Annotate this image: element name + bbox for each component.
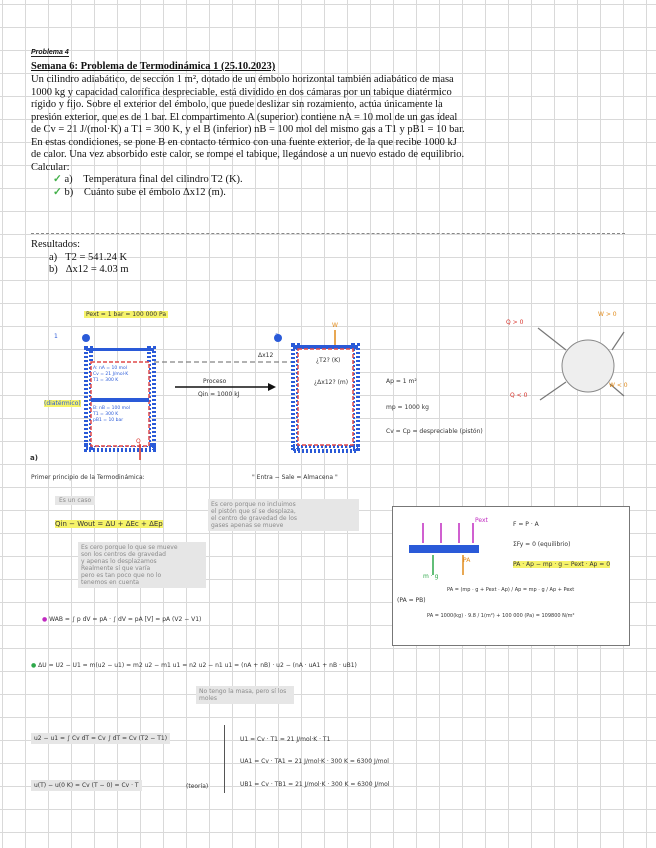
question-text: Cuánto sube el émbolo Δx12 (m). [83,186,226,198]
problem-tag: Problema 4 [31,49,69,56]
pext-symbol: Pext [475,517,488,524]
result-item: a) T2 = 541.24 K [49,251,128,263]
question-letter: b) [64,186,74,198]
calc-label: Calcular: [31,161,70,173]
mg-symbol: m · g [423,573,439,580]
statement-line: de Cv = 21 J/(mol·K) a T1 = 300 K, y el B (inferior) nB = 100 mol del mismo gas a T1 y pB1 = 10 bar. [31,124,465,135]
zero-note-2: Es cero porque lo que se mueve son los centros de gravedad y apenas lo desplazamos Realmente sí que varía pero es tan poco que no lo tenemos en cuenta [78,542,206,588]
question-item [31,174,631,187]
u-absolute: u(T) − u(0 K) = Cv (T − 0) = Cv · T [31,780,142,791]
q-in-label: Qin = 1000 kJ [198,391,240,398]
first-law-quote: " Entra − Sale = Almacena " [252,474,338,481]
statement-line: de calor. Una vez absorbido este calor, se rompe el tabique, llegándose a un nuevo estado de equilibrio. [31,149,465,160]
state-2-label: 2 [275,333,279,340]
gas-a-data: A: nA = 10 mol Cv = 21 J/mol·K T1 = 300 K [93,366,129,383]
part-a-label: a) [30,454,38,462]
ua1-line: UA1 = Cv · TA1 = 21 J/mol·K · 300 K = 6300 J/mol [240,758,389,765]
question-text: Temperatura final del cilindro T2 (K). [83,174,243,185]
q-neg-label: Q < 0 [510,392,528,399]
results-block [31,239,129,277]
pa-side-note: (PA = PB) [397,597,426,604]
question-letter: a) [64,174,73,185]
dx-question: ¿Δx12? (m) [314,379,349,386]
pa-equation: PA = (mp · g + Pext · Ap) / Ap = mp · g / Ap + Pext [447,587,575,593]
pa-symbol: PA [463,557,471,564]
wall-label: (diatérmico) [44,400,81,407]
result-item: b) Δx12 = 4.03 m [49,264,129,275]
dx-label: Δx12 [258,352,274,359]
force-equation: PA · Ap − mp · g − Pext · Ap = 0 [513,561,611,568]
u1-line: U1 = Cv · T1 = 21 J/mol·K · T1 [240,736,331,743]
closed-system-note: Es un caso [55,496,95,505]
statement-line: Un cilindro adiabático, de sección 1 m², dotado de un émbolo horizontal también adiabático de masa [31,74,454,85]
state-1-label: 1 [54,333,58,340]
cylinder-state-1 [82,334,154,450]
results-label: Resultados: [31,239,80,250]
process-label: Proceso [203,378,227,385]
ap-label: Ap = 1 m² [386,378,417,385]
q-pos-label: Q > 0 [506,319,524,326]
force-title: F = P · A [513,521,539,528]
piston-force-icon [403,519,493,583]
mp-label: mp = 1000 kg [386,404,429,411]
check-icon: ✓ [53,186,62,198]
pa-value: PA = 1000(kg) · 9.8 / 1(m²) + 100 000 (Pa) = 109800 N/m² [427,613,575,619]
gas-b-data: B: nB = 100 mol T1 = 300 K pB1 = 10 bar [93,406,131,423]
bullet-icon: ● [42,616,48,623]
first-law-title: Primer principio de la Termodinámica: [31,474,145,481]
vertical-divider [224,725,225,793]
w-neg-label: W < 0 [609,382,628,389]
bullet-icon: ● [31,662,37,669]
statement-line: rígido y fijo. Sobre el exterior del émbolo, que puede deslizar sin rozamiento, actúa únicamente la [31,99,443,110]
q-small-label: Q [136,438,141,445]
statement-line: presión exterior, que es de 1 bar. El compartimento A (superior) contiene nA = 10 mol de un gas ideal [31,111,458,123]
statement-line: En estas condiciones, se pone B en contacto térmico con una fuente exterior, de la que recibe 1000 kJ [31,136,457,148]
divider [31,233,625,234]
force-balance-box [392,506,630,646]
u-integral: u2 − u1 = ∫ Cv dT = Cv ∫ dT = Cv (T2 − T1) [31,733,170,744]
statement-line: 1000 kg y capacidad calorífica despreciable, está dividido en dos cámaras por un tabique diatérmico [31,86,452,98]
check-icon: ✓ [53,174,62,185]
w-pos-label: W > 0 [598,311,617,318]
force-sum: ΣFy = 0 (equilibrio) [513,541,571,548]
ub1-line: UB1 = Cv · TB1 = 21 J/mol·K · 300 K = 6300 J/mol [240,781,390,788]
t2-question: ¿T2? (K) [316,357,341,364]
cp-label: Cv = Cp = despreciable (pistón) [386,428,483,435]
sketch-diagram [28,318,628,460]
w-small-label: W [332,322,338,329]
sign-convention [538,328,624,400]
pext-label: Pext = 1 bar = 100 000 Pa [86,311,166,318]
problem-statement [31,74,631,199]
mass-note: No tengo la masa, pero sí los moles [196,686,294,704]
first-law-equation: Qin − Wout = ΔU + ΔEc + ΔEp [55,520,163,528]
cylinder-state-2 [274,330,358,451]
u-absolute-tag: (teoría) [186,783,209,790]
question-item [31,187,631,200]
work-equation: ● WAB = ∫ p dV = pA · ∫ dV = pA [V] = pA (V2 − V1) [42,616,202,623]
zero-note-1: Es cero porque no incluimos el pistón que sí se desplaza, el centro de gravedad de los gases apenas se mueve [208,499,359,531]
page-title: Semana 6: Problema de Termodinámica 1 (25.10.2023) [31,61,276,72]
internal-energy-equation: ● ΔU = U2 − U1 = m(u2 − u1) = m2 u2 − m1 u1 = n2 u2 − n1 u1 = (nA + nB) · u2 − (nA · uA1 + nB · uB1) [31,662,357,669]
